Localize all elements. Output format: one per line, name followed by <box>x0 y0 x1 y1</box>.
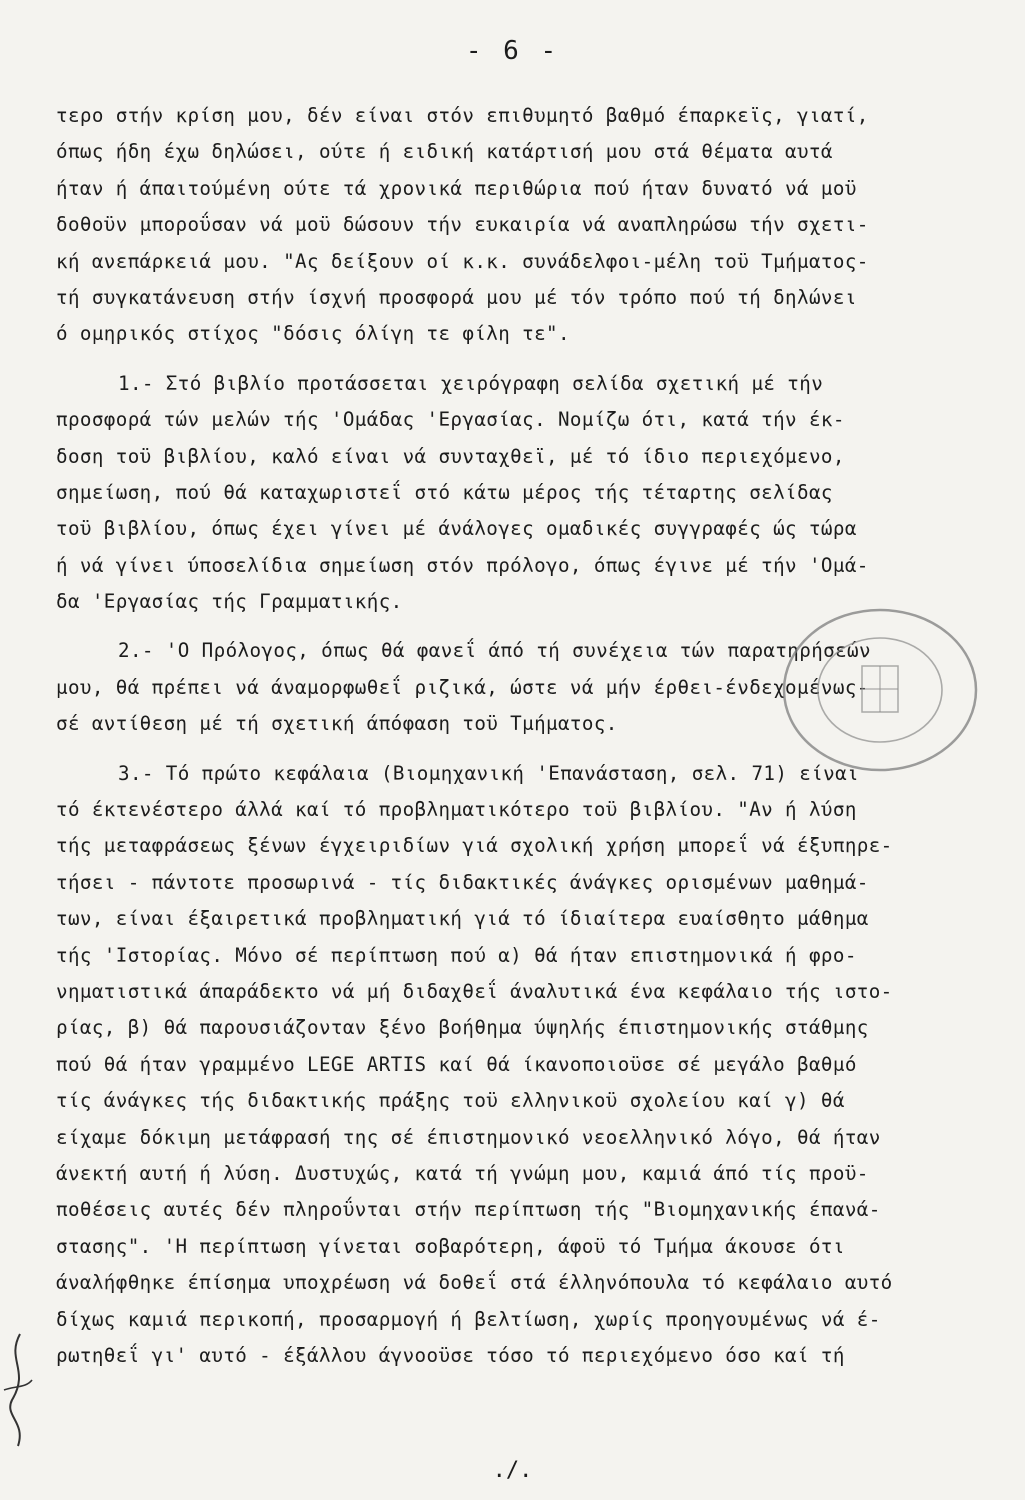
text-line: μου, θά πρέπει νά άναμορφωθεΐ ριζικά, ώστε νά μήν έρθει-ένδεχομένως- <box>56 675 869 699</box>
paragraph-1-start: 1.- Στό βιβλίο προτάσσεται χειρόγραφη σελίδα σχετική μέ τήν <box>118 371 824 395</box>
text-line: είχαμε δόκιμη μετάφρασή της σέ έπιστημονικό νεοελληνικό λόγο, θά ήταν <box>56 1125 881 1149</box>
text-line: ποθέσεις αυτές δέν πληροΰνται στήν περίπτωση τής "Βιομηχανικής έπανά- <box>56 1198 881 1222</box>
text-line: των, είναι έξαιρετικά προβληματική γιά τό ίδιαίτερα ευαίσθητο μάθημα <box>56 907 869 931</box>
text-line: σημείωση, πού θά καταχωριστεΐ στό κάτω μέρος τής τέταρτης σελίδας <box>56 480 833 504</box>
text-line: τής 'Ιστορίας. Μόνο σέ περίπτωση πού α) θά ήταν επιστημονικά ή φρο- <box>56 943 857 967</box>
text-line: δίχως καμιά περικοπή, προσαρμογή ή βελτίωση, χωρίς προηγουμένως νά έ- <box>56 1307 881 1331</box>
text-line: νηματιστικά άπαράδεκτο νά μή διδαχθεΐ άναλυτικά ένα κεφάλαιο τής ιστο- <box>56 979 893 1003</box>
paragraph-3-start: 3.- Τό πρώτο κεφάλαια (Βιομηχανική 'Επανάσταση, σελ. 71) είναι <box>118 761 860 785</box>
archive-stamp <box>776 604 984 776</box>
text-line: τοϋ βιβλίου, όπως έχει γίνει μέ άνάλογες ομαδικές συγγραφές ώς τώρα <box>56 517 857 541</box>
text-line: τής μεταφράσεως ξένων έγχειριδίων γιά σχολική χρήση μπορεΐ νά έξυπηρε- <box>56 834 893 858</box>
paragraph-2-start: 2.- 'Ο Πρόλογος, όπως θά φανεΐ άπό τή συνέχεια τών παρατηρήσεών <box>118 639 871 663</box>
text-line: άναλήφθηκε έπίσημα υποχρέωση νά δοθεΐ στά έλληνόπουλα τό κεφάλαιο αυτό <box>56 1271 893 1295</box>
text-line: δοθοϋν μποροΰσαν νά μοϋ δώσουν τήν ευκαιρία νά αναπληρώσω τήν σχετι- <box>56 213 869 237</box>
text-line: τερο στήν κρίση μου, δέν είναι στόν επιθυμητό βαθμό έπαρκεϊς, γιατί, <box>56 104 869 127</box>
continuation-mark: ./. <box>492 1458 533 1483</box>
text-line: κή ανεπάρκειά μου. "Ας δείξουν οί κ.κ. συνάδελφοι-μέλη τοϋ Τμήματος- <box>56 249 869 273</box>
text-line: όπως ήδη έχω δηλώσει, ούτε ή ειδική κατάρτισή μου στά θέματα αυτά <box>56 140 833 164</box>
text-line: τό έκτενέστερο άλλά καί τό προβληματικότερο τοϋ βιβλίου. "Αν ή λύση <box>56 798 857 822</box>
text-line: δοση τοϋ βιβλίου, καλό είναι νά συνταχθεϊ, μέ τό ίδιο περιεχόμενο, <box>56 444 845 468</box>
text-line: άνεκτή αυτή ή λύση. Δυστυχώς, κατά τή γνώμη μου, καμιά άπό τίς προϋ- <box>56 1161 869 1185</box>
text-line: ήταν ή άπαιτούμένη ούτε τά χρονικά περιθώρια πού ήταν δυνατό νά μοϋ <box>56 176 857 200</box>
text-line: ό ομηρικός στίχος "δόσις όλίγη τε φίλη τε". <box>56 322 570 346</box>
text-line: στασης". 'Η περίπτωση γίνεται σοβαρότερη, άφοϋ τό Τμήμα άκουσε ότι <box>56 1234 845 1258</box>
text-line: τίς άνάγκες τής διδακτικής πράξης τοϋ ελληνικοϋ σχολείου καί γ) θά <box>56 1089 845 1113</box>
handwritten-signature <box>0 1330 36 1450</box>
text-line: τήσει - πάντοτε προσωρινά - τίς διδακτικές άνάγκες ορισμένων μαθημά- <box>56 870 869 894</box>
text-line: ή νά γίνει ύποσελίδια σημείωση στόν πρόλογο, όπως έγινε μέ τήν 'Ομά- <box>56 553 869 577</box>
text-line: τή συγκατάνευση στήν ίσχνή προσφορά μου μέ τόν τρόπο πού τή δηλώνει <box>56 285 857 309</box>
text-line: προσφορά τών μελών τής 'Ομάδας 'Εργασίας. Νομίζω ότι, κατά τήν έκ- <box>56 408 845 432</box>
text-line: πού θά ήταν γραμμένο LEGE ARTIS καί θά ίκανοποιοϋσε σέ μεγάλο βαθμό <box>56 1052 857 1076</box>
page-number: - 6 - <box>465 36 560 66</box>
text-line: δα 'Εργασίας τής Γραμματικής. <box>56 590 403 614</box>
text-line: σέ αντίθεση μέ τή σχετική άπόφαση τοϋ Τμήματος. <box>56 712 618 736</box>
text-line: ρίας, β) θά παρουσιάζονταν ξένο βοήθημα ύψηλής έπιστημονικής στάθμης <box>56 1016 869 1040</box>
text-line: ρωτηθεΐ γι' αυτό - έξάλλου άγνοοϋσε τόσο τό περιεχόμενο όσο καί τή <box>56 1343 845 1367</box>
